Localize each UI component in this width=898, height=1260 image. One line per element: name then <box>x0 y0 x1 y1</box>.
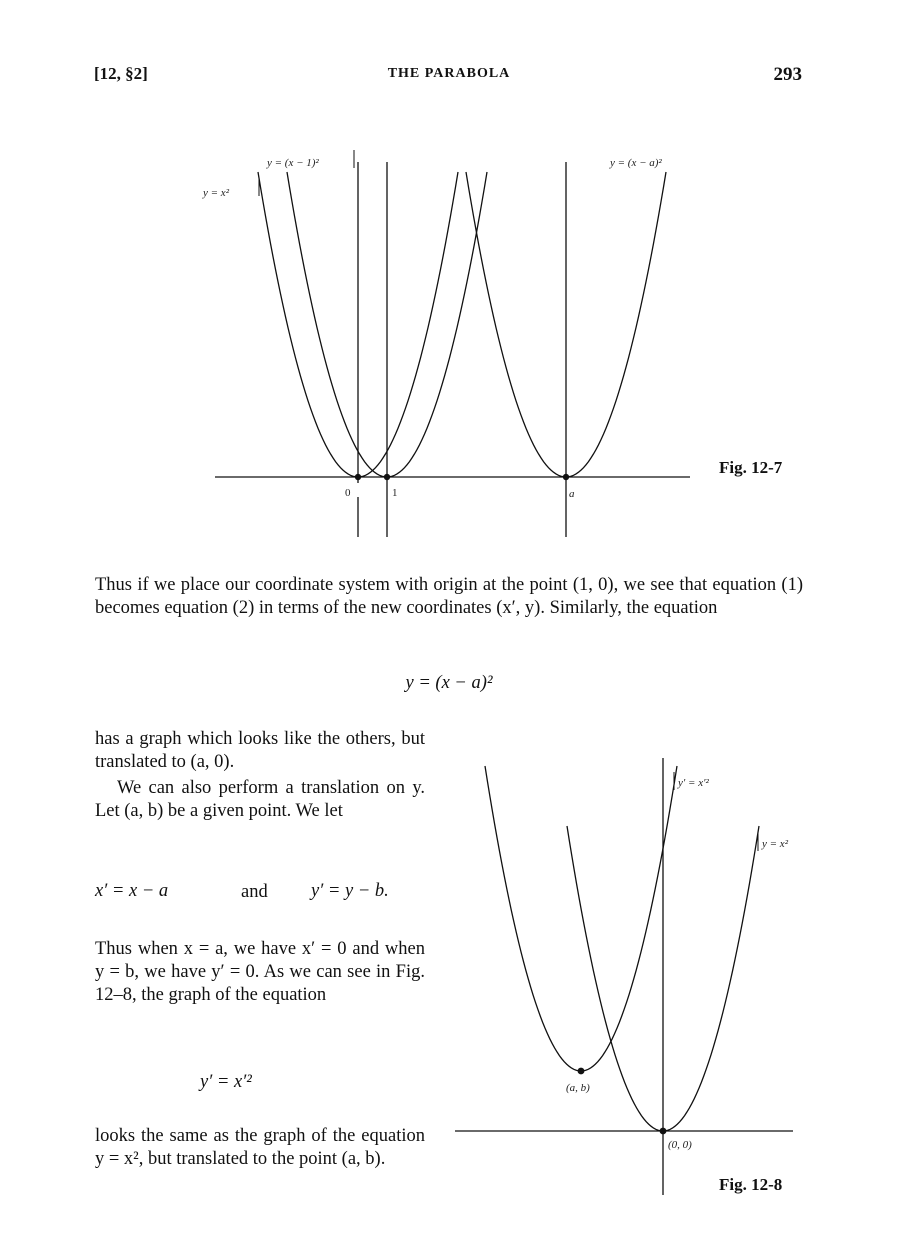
label-y-x-minus-a: y = (x − a)² <box>610 157 662 169</box>
figure-12-7-caption: Fig. 12-7 <box>719 458 783 477</box>
vertex-00 <box>660 1128 667 1135</box>
label-point-ab: (a, b) <box>566 1082 590 1094</box>
equation-y-prime: y′ = y − b. <box>311 881 389 901</box>
tick-label-0: 0 <box>345 487 351 499</box>
running-title: THE PARABOLA <box>387 66 511 81</box>
figure-12-8-caption: Fig. 12-8 <box>719 1175 783 1194</box>
paragraph-2: has a graph which looks like the others, but translated to (a, 0). <box>95 729 425 772</box>
vertex-ab <box>578 1068 585 1075</box>
parabola-y-prime-x-prime-squared <box>485 766 677 1071</box>
vertex-a <box>563 474 569 480</box>
tick-label-a: a <box>569 488 575 500</box>
tick-label-1: 1 <box>392 487 398 499</box>
section-reference: [12, §2] <box>94 64 148 83</box>
paragraph-4: Thus when x = a, we have x′ = 0 and when y = b, we have y′ = 0. As we can see in Fig. 12–8, the graph of the equation <box>95 939 425 1005</box>
vertex-one <box>384 474 390 480</box>
paragraph-5: looks the same as the graph of the equation y = x², but translated to the point (a, b). <box>95 1126 425 1169</box>
page-number: 293 <box>773 64 802 85</box>
vertex-origin <box>355 474 361 480</box>
paragraph-1: Thus if we place our coordinate system with origin at the point (1, 0), we see that equation (1) becomes equation (2) in terms of the new coordinates (x′, y). Similarly, the equation <box>95 575 803 618</box>
label-y-x-minus-1: y = (x − 1)² <box>267 157 319 169</box>
equation-x-prime: x′ = x − a <box>95 881 169 901</box>
equation-and: and <box>241 882 268 902</box>
paragraph-3: We can also perform a translation on y. Let (a, b) be a given point. We let <box>95 778 425 821</box>
label-point-00: (0, 0) <box>668 1139 692 1151</box>
parabola-y-x2-fig2 <box>567 826 759 1131</box>
label-y-prime-x-prime-squared: y′ = x′² <box>678 777 709 789</box>
equation-y-x-minus-a: y = (x − a)² <box>405 673 493 693</box>
equation-y-prime-x-prime-squared: y′ = x′² <box>200 1072 252 1092</box>
label-y-x2-fig2: y = x² <box>762 838 788 850</box>
label-y-x2: y = x² <box>203 187 229 199</box>
